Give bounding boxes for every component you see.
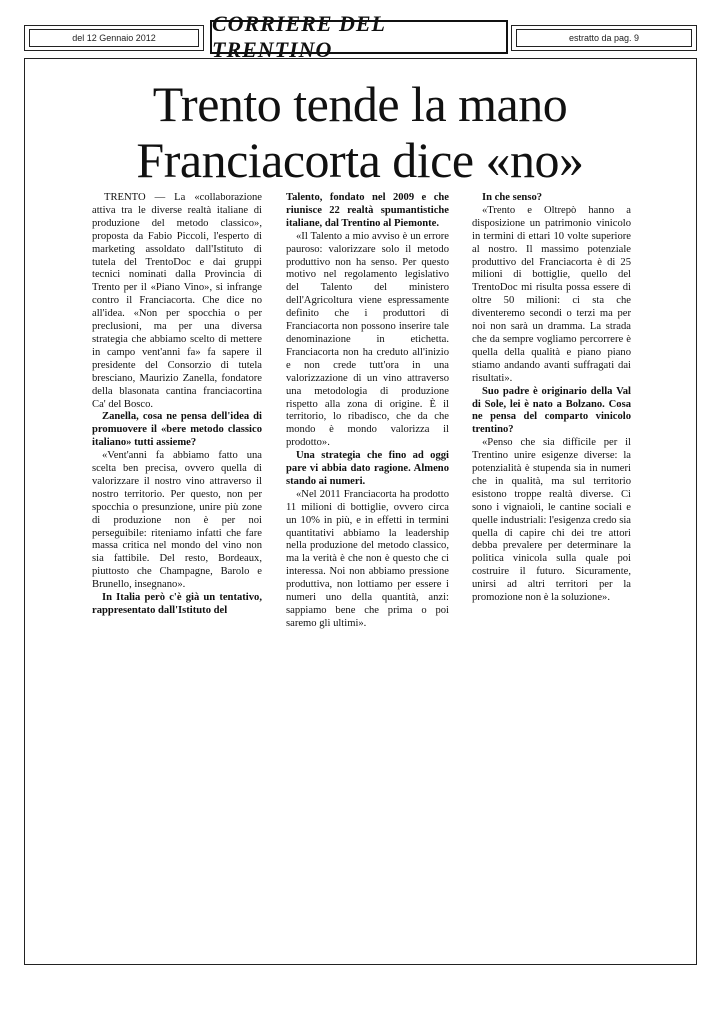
interview-question: In che senso?: [482, 192, 543, 203]
article-column-3: [472, 192, 631, 605]
interview-question: In Italia però c'è già un tentativo, rappresentato dall'Istituto del: [92, 592, 262, 616]
headline-line-2: Franciacorta dice «no»: [136, 132, 584, 188]
header-extract: estratto da pag. 9: [568, 33, 640, 43]
header-extract-box: [511, 25, 697, 51]
paragraph: [92, 192, 262, 411]
masthead: CORRIERE DEL TRENTINO: [210, 20, 508, 54]
paragraph: «Il Talento a mio avviso è un errore pauroso: valorizzare solo il metodo produttivo non ha senso. Per questo motivo nel regolamento legislativo del Talento del ministero dell'Agricoltura viene espressamente definito che i produttori di Franciacorta non possono inserire tale denominazione in etichetta. Franciacorta non ha creduto all'inizio e non crede tutt'ora in una valorizzazione di un vino attraverso una metodologia di produzione rispetto alla zona di origine. È il territorio, lo ribadisco, che da che mondo è mondo valorizza il prodotto».: [286, 230, 449, 449]
interview-question: Suo padre è originario della Val di Sole, lei è nato a Bolzano. Cosa ne pensa del comparto vinicolo trentino?: [472, 385, 631, 436]
interview-question: Talento, fondato nel 2009 e che riunisce 22 realtà spumantistiche italiane, dal Trentino al Piemonte.: [286, 192, 449, 229]
paragraph-text: La «collaborazione attiva tra le diverse realtà italiane di produzione del metodo classico», proposta da Fabio Piccoli, l'esperto di marketing assoldato dall'Istituto di tutela del TrentoDoc e dai gruppi tecnici nominati dalla Provincia di Trento per il «Piano Vino», si infrange contro il Franciacorta. Che dice no all'idea. «Non per spocchia o per preclusioni, ma per una diversa strategia che abbiamo scelto di mettere in campo vent'anni fa» fa sapere il presidente del Consorzio di tutela bresciano, Maurizio Zanella, fondatore della blasonata cantina franciacortina Ca' del Bosco.: [92, 192, 262, 410]
header-date-box: [24, 25, 204, 51]
paragraph: «Penso che sia difficile per il Trentino unire esigenze diverse: la potenzialità è stupenda sia in numeri che in qualità, ma sul territorio esistono troppe realtà diverse. Ci sono i vignaioli, le cantine sociali e quelle industriali: l'esigenza credo sia quella di capire chi dei tre attori debba prevalere per determinare la politica vinicola sulla quale poi costruire il futuro. Sicuramente, unirsi ad altri territori per la promozione non è la soluzione».: [472, 437, 631, 604]
paragraph: «Vent'anni fa abbiamo fatto una scelta ben precisa, ovvero quella di valorizzare il nostro vino attraverso il nostro territorio. Per questo, non per spocchia o presunzione, unire più zone di produzione non è per noi perseguibile: riteniamo infatti che fare massa critica nel mondo del vino non sia fattibile. Del resto, Bordeaux, piuttosto che Champagne, Barolo e Brunello, insegnano».: [92, 450, 262, 591]
paragraph: «Nel 2011 Franciacorta ha prodotto 11 milioni di bottiglie, ovvero circa un 10% in più, e in effetti in termini quantitativi abbiamo la leadership nella produzione del metodo classico, ma la verità è che non è questo che ci interessa. Noi non abbiamo pressione produttiva, non lottiamo per essere i numeri uno della quantità, anzi: sappiamo bene che prima o poi saremo gli ultimi».: [286, 488, 449, 629]
article-column-2: [286, 192, 449, 631]
paragraph: «Trento e Oltrepò hanno a disposizione un patrimonio vinicolo in termini di ettari 10 volte superiore al nostro. Il massimo potenziale produttivo del Franciacorta è di 25 milioni di bottiglie, quello del TrentoDoc mi risulta possa essere di oltre 50 milioni: ci sta che diventeremo secondi o terzi ma per noi non sarà un dramma. La strada che da sempre vogliamo percorrere è quella della qualità e piano piano stiamo andando avanti suffragati dai risultati».: [472, 204, 631, 384]
header-date: del 12 Gennaio 2012: [72, 33, 156, 43]
headline-line-1: Trento tende la mano: [152, 76, 568, 132]
article-column-1: [92, 192, 262, 618]
dateline: TRENTO —: [104, 192, 175, 203]
interview-question: Zanella, cosa ne pensa dell'idea di promuovere il «bere metodo classico italiano» tutti assieme?: [92, 411, 262, 449]
interview-question: Una strategia che fino ad oggi pare vi abbia dato ragione. Almeno stando ai numeri.: [286, 450, 449, 487]
